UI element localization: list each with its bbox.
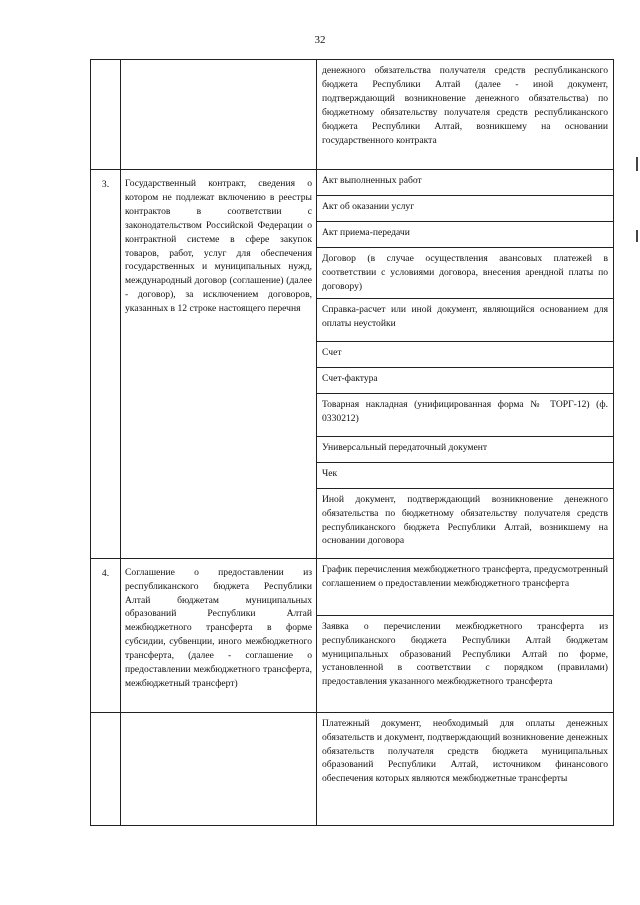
document-item: Договор (в случае осуществления авансовых платежей в соответствии с условиями договора, внесения арендной платы по договору): [317, 248, 614, 299]
document-table: [90, 59, 614, 826]
document-item: Счет-фактура: [317, 367, 614, 393]
row-number: 4.: [91, 558, 121, 712]
document-item: Акт приема-передачи: [317, 222, 614, 248]
page-number: 32: [314, 34, 326, 46]
document-item: Заявка о перечислении межбюджетного трансферта из республиканского бюджета Республики Алтай бюджетам муниципальных образований Республики Алтай по форме, установленной в соответствии с порядком (правилами) предоставления указанного межбюджетного трансферта: [317, 615, 614, 712]
scan-artifact: [636, 157, 638, 171]
document-item: Справка-расчет или иной документ, являющийся основанием для оплаты неустойки: [317, 298, 614, 341]
row-description: [121, 712, 317, 825]
table-row: [91, 712, 614, 825]
document-item: Универсальный передаточный документ: [317, 436, 614, 462]
row-number: [91, 60, 121, 170]
document-item: Платежный документ, необходимый для оплаты денежных обязательств и документ, подтверждающий возникновение денежных обязательств получателя средств бюджета муниципальных образований Республики Алтай, источником финансового обеспечения которых являются межбюджетные трансферты: [317, 712, 614, 825]
row-description: [121, 60, 317, 170]
table-row: [91, 170, 614, 196]
document-item: Иной документ, подтверждающий возникновение денежного обязательства по бюджетному обязательству получателя средств республиканского бюджета Республики Алтай, возникшему на основании договора: [317, 488, 614, 558]
document-item: Чек: [317, 462, 614, 488]
document-item: Счет: [317, 341, 614, 367]
row-description: Государственный контракт, сведения о котором не подлежат включению в реестры контрактов в соответствии с законодательством Российской Федерации о контрактной системе в сфере закупок товаров, работ, услуг для обеспечения государственных и муниципальных нужд, международный договор (соглашение) (далее - договор), за исключением договоров, указанных в 12 строке настоящего перечня: [121, 170, 317, 559]
row-number: 3.: [91, 170, 121, 559]
table-row: [91, 60, 614, 170]
document-item: денежного обязательства получателя средств республиканского бюджета Республики Алтай (далее - иной документ, подтверждающий возникновение денежного обязательства) по бюджетному обязательству получателя средств республиканского бюджета Республики Алтай, возникшему на основании государственного контракта: [317, 60, 614, 170]
document-item: График перечисления межбюджетного трансферта, предусмотренный соглашением о предоставлении межбюджетного трансферта: [317, 558, 614, 615]
row-number: [91, 712, 121, 825]
table-row: [91, 558, 614, 615]
document-item: Акт выполненных работ: [317, 170, 614, 196]
row-description: Соглашение о предоставлении из республиканского бюджета Республики Алтай бюджетам муниципальных образований Республики Алтай межбюджетного трансферта в форме субсидии, субвенции, иного межбюджетного трансферта, (далее - соглашение о предоставлении межбюджетного трансферта, межбюджетный трансферт): [121, 558, 317, 712]
document-item: Акт об оказании услуг: [317, 196, 614, 222]
scan-artifact: [636, 230, 638, 242]
document-item: Товарная накладная (унифицированная форма № ТОРГ-12) (ф. 0330212): [317, 393, 614, 436]
